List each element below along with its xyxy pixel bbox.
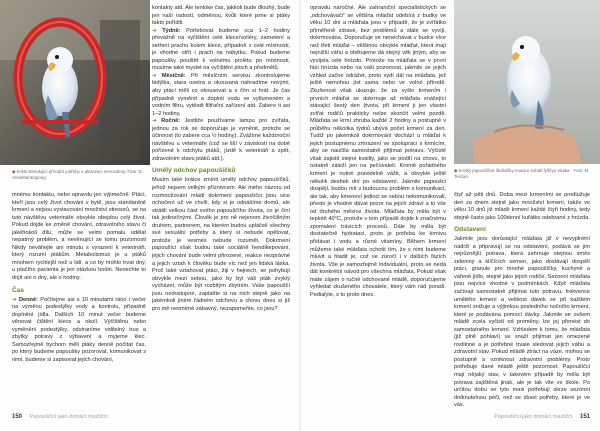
photo-parrot-on-hand [454, 0, 600, 164]
parrot-ring-illustration [0, 0, 150, 165]
body-paragraph: Musím také krátce zmínit umělý odchov papoušíčků, jehož nejsem velkým příznivcem. Ale mého názoru od rozmnožování mladí dokrmení papoušíčci jsou sice ochočení už ve chvíli, kdy si je odnášíme domů, ale strátili velkou část svého papouščího života, co je činí tak jedinečnými. Člověk je pro ně nejenom živočišným druhem, partnerem, na kterém budou upláčeli všechny své sexuální potřeby a který si nebude opětovat, protože je vesmés nebude rozumět. Dokrmení papoušíci však budou také sociálně hendikepovaní, jejich chování bude velmi přirozené, reakce nesprávné a jejich vztah k člověku bude víc než jen lidská láska. Proč také vztahovat ptáci, žijí v hejnech, se pohybují obvykle mezi sebou, jako by byl váš pták zvyklý vycházet, může být rozbitým zbytním. Vaše papouščí jsou nedostupné, zaplatíte si na nich stejně jako na jakémkoli jiném řádném odchovu a chovu dnes si již pro mě nesmírně zábavný, nezapomeňte, co jsou? [152, 177, 290, 312]
body-paragraph: Jakmile jsou dorůstající mláďata již v nevyplnění nádrží a připravují se na odstavení, podává se jim nejrůznější potrava, která zahrnuje stejnou směs zeleniny a klíčících semen, jako dostávají dospělí ptáci, granule pro mnohé papoušíčky, kuchyně a vařené jídlo, stejně jako jejich rodiče. Sezonní mláďata jsou nejvíce vhodné v podmínkách. Když mláďata začínají samostatně přijímat tuto potravu, frekvence umělého krmení a velikost dávek se při každém krmení snižuje a výjimkou posledního nočního krmení, které je podávána pomocí dávky. Jakmile se ovšem mládě zcela vyčistí od proměny, lze jej přenést do samostatného krmení. Vzhledem k tomu, že mláďata (již plně pohlaví) se snaží přijímat jen omezené rostlinné a je potřebné trvale sledovat jejich váhu a zdravotní stav. Pokud mládě ztrácí na váze, mohou se postupně a vzniknout zdravotní problémy. Proto potřebuje dané mládě ještě pozornost. Papoušíčci mají nějaký stav, v takovém případě by měla být potrava zajištěná jinak, ale je tak vše ve škole. Po určitou dobu se tyto maxi potřebují skrze sezónní dotknutelnou péči, než se zbavi potřeby, které je ve vás. [454, 236, 590, 409]
photo-parrot-on-ring [0, 0, 150, 165]
body-paragraph: opravdu náročné. Ale zahraniční specialistických se „odchovávači“ se většina mláďat odebírá z budky ve věku 10 dní a mláďata jsou v případě, že je zvířátko přiměřeně zdravé, bez problémů a stále se vyvíjí, dokrmována. Doporučuje se nenechávat v budce více než třetí mláďat – většinou obvykle mláďat, která mají nejnižší váhu a obětujeme dá stejný věk jiným, aby se vyvíjela celé hnízdo. Protože na mláďata se v první fázi hnízda nebo na vaši pozornost, jakmile se jejich vzhled začne odrážet, proto vydí dál na mláďata, jež ještě nemohou jíst sama nebo ve volné přírodě. Zkušenost však ukazuje, že za vyšlo krmením i prvních mláďat se dokrmuje až mláďata snášející stávající šestý den života, při krmení ji jen vlastní zvířat rodičů prakticky nelze skončit velmi pozdě. Mláďata se krmí zhruba každé 2 hodiny a postupně v průběhu několika týdnů ubývá počet krmení za den. Tudíž po jakémkoli dokrmování dochází u mláďat k jejich postupnému zmrazení ve spolupráci s krmícím, aby se naučila samostatně přijímat potravu. Výčisté však zajistit stejné kvality, jako se podílí na chovu, to ostatně záleží jen na pečovateli. Kromě pořádného krmení je nutné pravidelně vážit, a obvykle ještě několik desítek dní po odstavení. Jakmile papoušci dospějí, budou mít v budoucnu problém s komunikací, ale tak, aby kmenoví jedinci se sebou nekomunikovali, přesto je vhodné dávat pozor na jejich zdraví a to vše od druhého měsíce života. Mláďata by měla být v teplotě 40°C, protože v tom případě dojde k značnému zpomalení trávicích procesů. Dále by měla být dostatečně hydrataci, proto je potřeba ke krmivu přidávat i vodu a různé vitamíny. Během krmení můžeme také mláďata ochotit tím, že s nimi budeme mluvit a hladit je, což se zúročí i v dalších fázích života. Vše je samozřejmě individuální, proto se nedá dát konkrétní návod pro všechna mláďata. Pokud však máte zájem o ručně odchované mládě, doporučujeme vyhledat zkušeného chovatele, který vám rád poradí. Pedialyte, s to proto dnes. [310, 5, 446, 298]
page-number: 150 [12, 414, 23, 420]
left-column-1 [12, 192, 146, 364]
heading-odstaveni: Odstavení [454, 226, 486, 234]
caption-left-photo [12, 169, 147, 180]
label-tydne: Týdně: [162, 27, 181, 34]
heading-umely-odchov: Umělý odchov papoušíčků [152, 167, 236, 175]
bullet-icon: ➔ [152, 118, 162, 125]
body-paragraph: kontakty atd. Ale tentoke čas, jakkoli bude dlouhý, bude jen naší radostí, odměnou, kvůli které jsme si ptáky takto pořídili. [152, 5, 290, 27]
caption-right-photo [454, 168, 590, 179]
text-rocne: Jestliže používáme lampu pro zvířata, jednou za rok se doporučuje je vyměnit, protože se účinnost (to zabere cca ½ hodiny). Zvážíme každoroční návštěvu u veterináře (což se liší v závislosti na době pořízené k odchytu ptáků, jízdě k veterináři a zpět, zdravotním stavu ptáků atd.). [152, 118, 290, 162]
folio-left [12, 414, 114, 420]
text-mesicne: Při měsíčním servisu zkontrolujeme bidýlka, stara osetra a okousaná nahradíme novými, aby ptácí měli co okousovat a s čím si hrát. Je čas případně vyměnit a doplnit vodu ve vytlumeném a vodním filtru, vytěstit filtřační zařízení atd. Zabere ti asi 1–2 hodiny. [152, 72, 290, 117]
left-column-2 [152, 5, 290, 327]
body-paragraph: čtyř až pěti dnů. Doba mezi krmeními se prodlužuje den za dnem stejně jako množství krmení, takže ve věku 10 dnů již mládě krmení každé čtyři hodiny, tedy stejně často jako 100denní kuřátko odebrané z hnízda. [454, 192, 590, 221]
folio-right [488, 414, 590, 420]
caption-text: Krátk stimulující přírodní potřeby u aktivizaci nenuzdeny. Foto: D. Anantharampong [12, 169, 143, 180]
running-footer: Papoušíčci jako domácí mazlíčci [494, 414, 573, 420]
text-tydne: Potřebovat budeme cca 1–2 hodiny převážně na vyčištění celé klece/voliéry, zametení a setření prachu kolem klece, případně v celé místnosti, je vhodné otřít i prach na nábytku. Pokud budeme papoušky pouštět k volnému prolétu po místnosti, musíme také myslet na vyčištění ploch a předmětů. [152, 27, 290, 72]
right-column-1 [310, 5, 446, 405]
body-paragraph-rocne [152, 118, 290, 163]
bullet-icon: ➔ [152, 72, 162, 79]
body-paragraph-tydne [152, 28, 290, 73]
body-paragraph-denne [12, 297, 146, 365]
label-mesicne: Měsíčně: [161, 72, 186, 79]
body-paragraph-mesicne [152, 73, 290, 118]
bullet-icon: ➔ [12, 296, 19, 303]
bullet-icon: ➔ [152, 27, 163, 34]
parrot-hand-illustration [454, 0, 600, 164]
page-gutter [299, 0, 301, 431]
caption-marker-icon: ◆ [454, 168, 458, 173]
caption-text: Krotký papoušíček škálofilky mutace kobalt fyšítyo straka · Foto: M. Tesčan [454, 168, 590, 179]
right-column-2 [454, 192, 590, 409]
running-footer: Papoušíčci jako domácí mazlíčci [29, 414, 108, 420]
body-paragraph: mnému kontaktu, nebo opravdu jen výjimečně. Ptáci, kteří jsou celý život chováni v bytě, jsou standardně krmení a nejsou vystavování množství stresorů, se na tuto návštěvu veterináře obvykle obejdou celý život. Pokud dojde ke změně chování, zdravotního stavu či jakéhokoli dílu, může se velmi pomalu udělat nepatrný problém, a nevěnující se tomu pozornosti Nikdy neváhejte ani minutu s vyrazení k veterináři, který rozumí ptákům. Metabolismus je u ptáků mnohem rychlejší než u lidí, a co by mohlo trvat dny, u ptačího pacienta je jen otázkou hodin. Nenechte to dojít ani o dny, ale o hodiny. [12, 192, 146, 282]
label-denne: Denně: [18, 296, 38, 303]
page-number: 151 [579, 414, 590, 420]
heading-cas: Čas [12, 286, 25, 294]
label-rocne: Ročně: [161, 118, 181, 125]
caption-marker-icon: ◆ [12, 169, 16, 174]
text-denne: Počítejme asi s 10 minutami ráno i večer na výměnu podestýlky vody a kontrolu, případně doplnění jídla. Dalších 10 minut večer budeme věnovat čištění klece a okolí. Výčištěnu nebo vyměnění podestýlky, odstraníme viditelný trus a zbytky potravy z výbavení a myjeme klec. Samozřejmě bychom měli ptáky denně počítat čas, po který budeme papoušky pozorovat, komunikovat s nimi, budeme si zapisovat jejich chování, [12, 296, 146, 363]
